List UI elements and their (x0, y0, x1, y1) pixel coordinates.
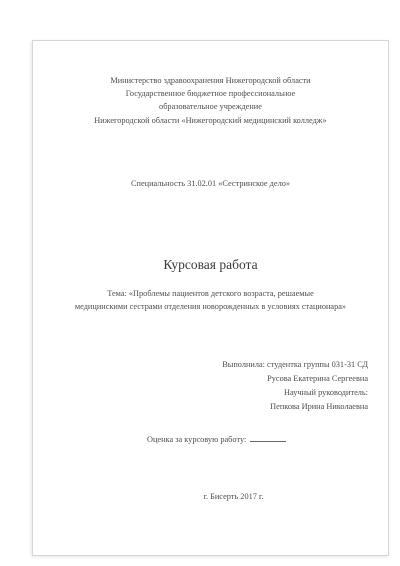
grade-line (147, 434, 286, 445)
student-name: Русова Екатерина Сергеевна (267, 374, 368, 383)
supervisor-name: Пепкова Ирина Николаевна (270, 402, 368, 411)
document-page (32, 40, 389, 556)
topic-line-2: медицинскими сестрами отделения новорожденных в условиях стационара» (74, 302, 347, 311)
specialty-line: Специальность 31.02.01 «Сестринское дело» (130, 179, 291, 188)
performed-by: Выполнила: студентка группы 031-31 СД (222, 360, 368, 369)
supervisor-label: Научный руководитель: (283, 388, 368, 397)
grade-blank (250, 435, 286, 442)
grade-label: Оценка за курсовую работу: (147, 435, 247, 444)
header-institution-type: Государственное бюджетное профессиональное (125, 89, 296, 98)
document-title: Курсовая работа (163, 257, 258, 272)
header-college-name: Нижегородской области «Нижегородский медицинский колледж» (94, 116, 327, 125)
topic-line-1: Тема: «Проблемы пациентов детского возраста, решаемые (107, 289, 314, 298)
header-institution-kind: образовательное учреждение (159, 102, 262, 111)
city-year: г. Бисерть 2017 г. (203, 492, 264, 501)
header-ministry: Министерство здравоохранения Нижегородской области (110, 76, 311, 85)
